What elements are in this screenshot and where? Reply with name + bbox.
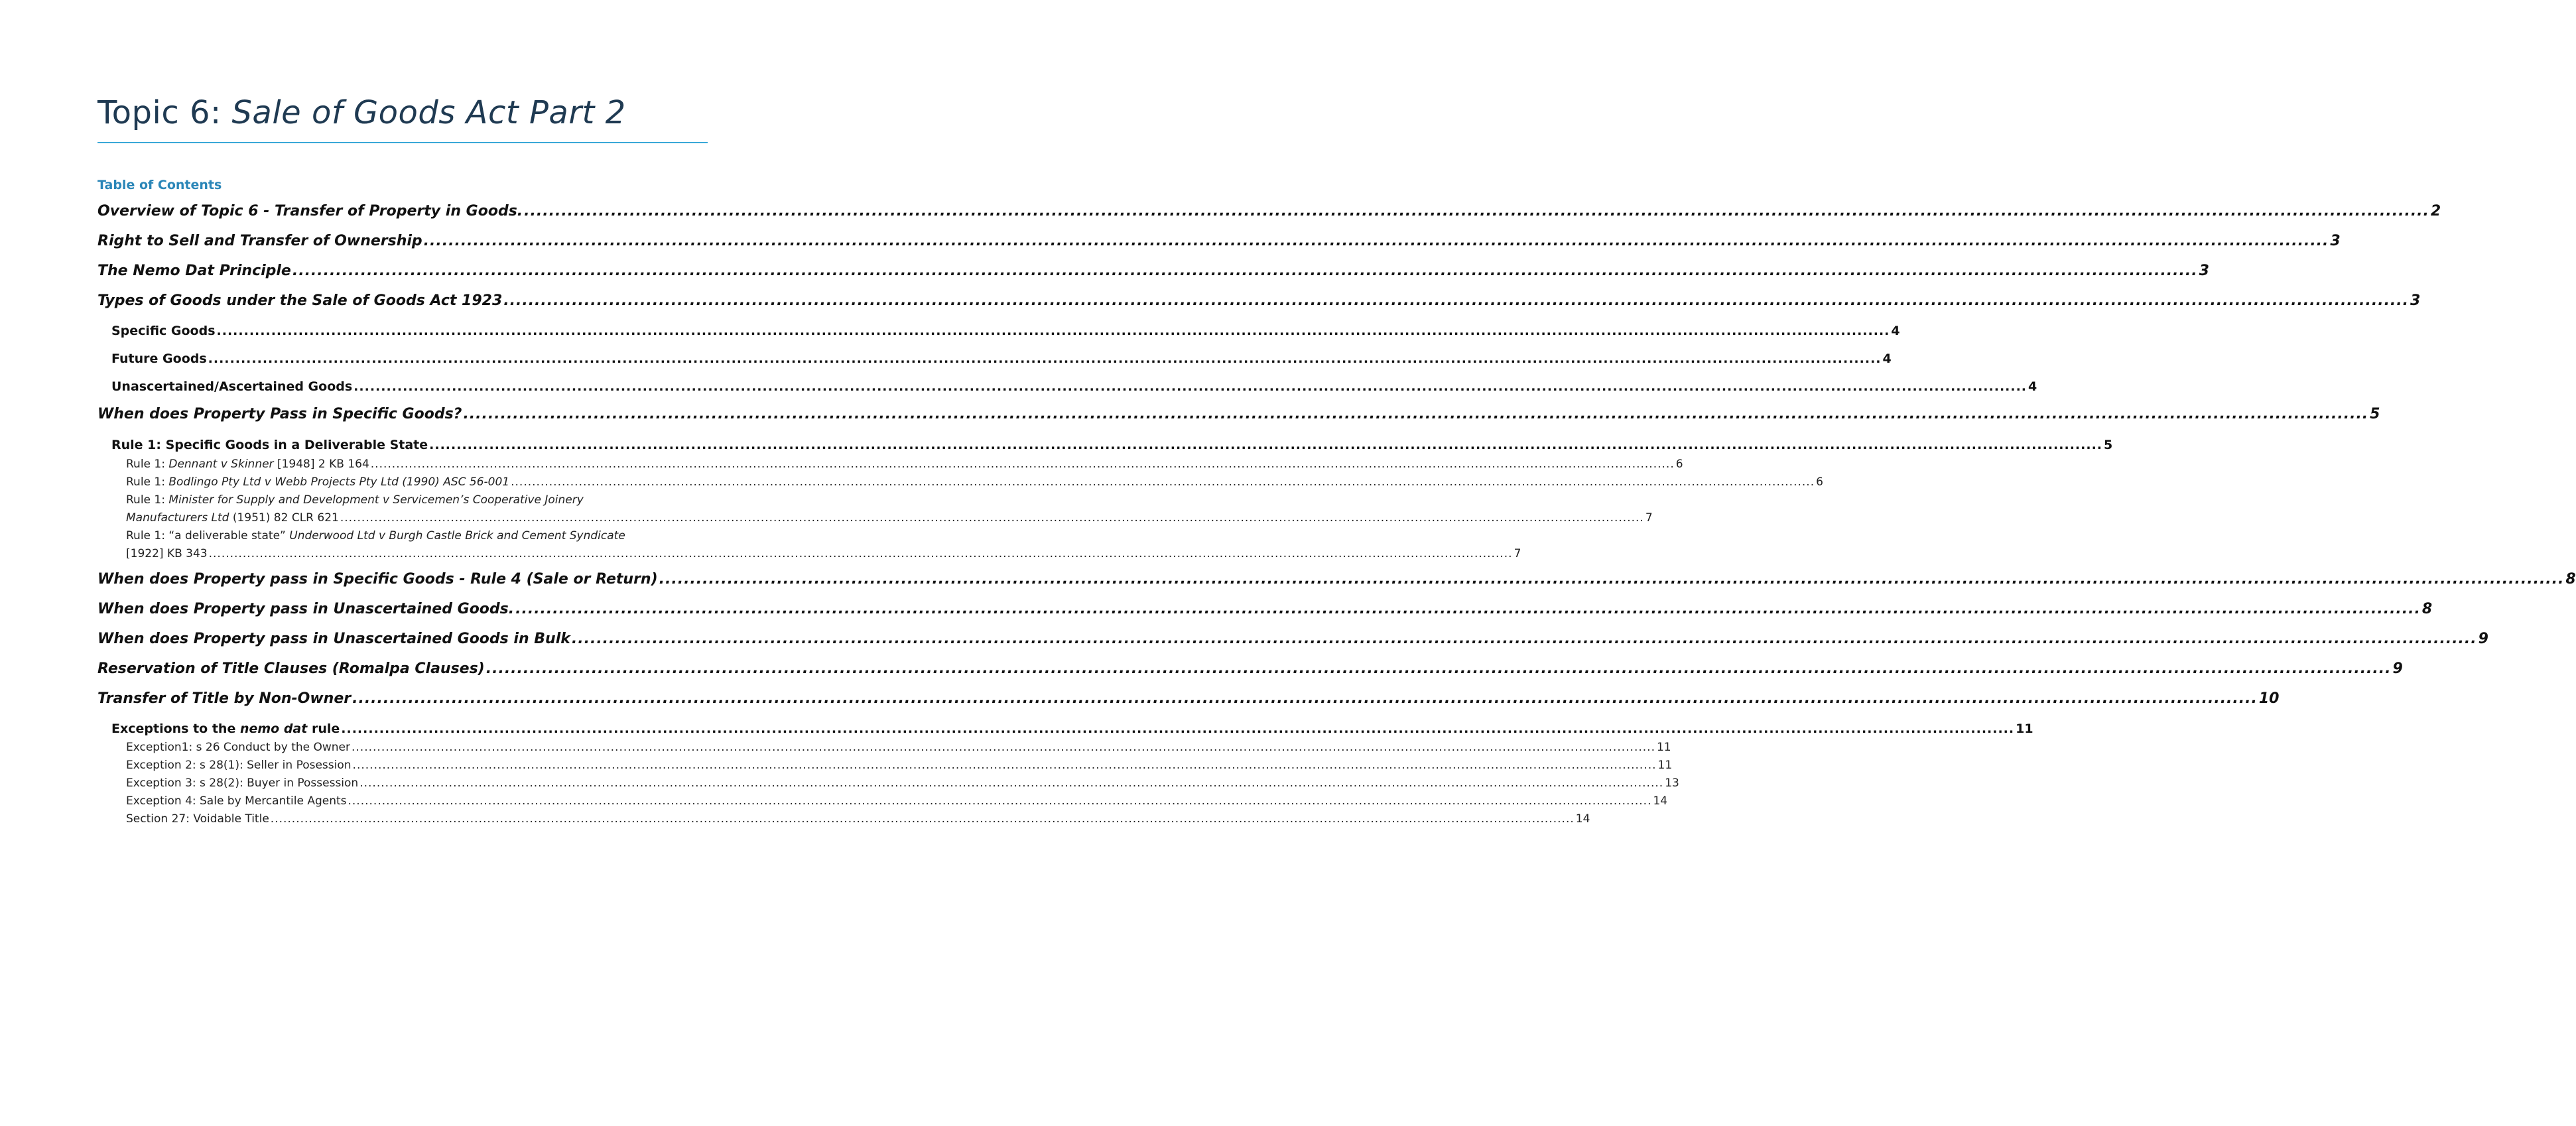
dot-leader — [659, 571, 2565, 588]
toc-entry[interactable] — [111, 721, 2033, 736]
toc-entry[interactable] — [126, 777, 1679, 790]
toc-entry-text: When does Property pass in Unascertained Goods. — [97, 601, 515, 617]
toc-entry[interactable] — [97, 203, 2441, 219]
case-name: Underwood Ltd v Burgh Castle Brick and Cement Syndicate — [289, 529, 625, 542]
toc-entry-text: Specific Goods — [111, 324, 216, 338]
dot-leader — [503, 292, 2409, 309]
toc-entry-text: The Nemo Dat Principle — [97, 263, 291, 279]
dot-leader — [424, 233, 2329, 249]
toc-page-number: 11 — [1656, 741, 1671, 754]
toc-entry-text — [126, 458, 369, 471]
dot-leader — [208, 351, 1882, 366]
entry-prefix: Rule 1: — [126, 493, 169, 507]
toc-entry-text: Overview of Topic 6 - Transfer of Property in Goods. — [97, 203, 523, 219]
toc-entry-text: Section 27: Voidable Title — [126, 812, 269, 826]
toc-entry[interactable] — [126, 741, 1671, 754]
toc-page-number: 5 — [2104, 438, 2113, 452]
toc-page-number: 7 — [1645, 511, 1653, 525]
dot-leader — [292, 263, 2198, 279]
toc-entry-text: Exception 4: Sale by Mercantile Agents — [126, 794, 347, 808]
toc-entry[interactable] — [126, 794, 1668, 808]
toc-entry-text — [111, 721, 340, 736]
case-name: Dennant v Skinner — [168, 458, 274, 471]
case-name: Manufacturers Ltd — [126, 511, 229, 525]
toc-entry-text: Exception 2: s 28(1): Seller in Posession — [126, 759, 352, 772]
toc-entry[interactable] — [126, 475, 1823, 489]
toc-entry[interactable] — [97, 690, 2280, 707]
dot-leader — [524, 203, 2429, 219]
dot-leader — [271, 812, 1575, 826]
toc-entry-text: Types of Goods under the Sale of Goods Act 1923 — [97, 292, 503, 309]
toc-page-number: 6 — [1816, 475, 1823, 489]
toc-entry[interactable] — [111, 351, 1892, 366]
toc-page-number: 10 — [2258, 690, 2280, 707]
case-name: Bodlingo Pty Ltd v Webb Projects Pty Ltd (1990) ASC 56-001 — [168, 475, 510, 489]
dot-leader — [511, 475, 1815, 489]
toc-entry[interactable] — [97, 601, 2433, 617]
toc-entry-text: Future Goods — [111, 351, 207, 366]
dot-leader — [217, 324, 1890, 338]
toc-page-number: 6 — [1675, 458, 1683, 471]
toc-entry-text: Transfer of Title by Non-Owner — [97, 690, 352, 707]
toc-entry[interactable] — [126, 458, 1683, 471]
dot-leader — [572, 631, 2477, 647]
toc-entry-text: Rule 1: Specific Goods in a Deliverable State — [111, 438, 428, 452]
dot-leader — [341, 721, 2014, 736]
title-italic: Sale of Goods Act Part 2 — [231, 94, 626, 131]
toc-page-number: 4 — [1882, 351, 1892, 366]
toc-page-number: 11 — [1657, 759, 1673, 772]
toc-entry[interactable] — [126, 511, 1653, 525]
toc-entry[interactable] — [97, 263, 2209, 279]
toc-page-number: 4 — [2028, 379, 2037, 394]
toc-heading: Table of Contents — [97, 178, 222, 192]
toc-entry-text: When does Property pass in Unascertained Goods in Bulk — [97, 631, 570, 647]
toc-page-number: 2 — [2430, 203, 2441, 219]
entry-suffix: rule — [307, 721, 340, 736]
toc-entry-line1[interactable] — [126, 529, 708, 542]
case-name: Minister for Supply and Development v Servicemen’s Cooperative Joinery — [168, 493, 584, 507]
toc-entry[interactable] — [126, 547, 1521, 560]
dot-leader — [429, 438, 2102, 452]
entry-italic: nemo dat — [239, 721, 308, 736]
toc-entry-text: When does Property pass in Specific Goods - Rule 4 (Sale or Return) — [97, 571, 658, 588]
toc-entry[interactable] — [97, 660, 2403, 677]
dot-leader — [352, 690, 2258, 707]
title-underline — [97, 142, 708, 143]
dot-leader — [371, 458, 1675, 471]
toc-page-number: 7 — [1513, 547, 1521, 560]
toc-page-number: 3 — [2199, 263, 2209, 279]
dot-leader — [209, 547, 1513, 560]
dot-leader — [359, 777, 1663, 790]
toc-entry-text: Exception1: s 26 Conduct by the Owner — [126, 741, 350, 754]
toc-page-number: 11 — [2016, 721, 2033, 736]
toc-entry-text: Right to Sell and Transfer of Ownership — [97, 233, 422, 249]
case-citation: [1948] 2 KB 164 — [273, 458, 369, 471]
toc-page-number: 8 — [2565, 571, 2576, 588]
case-citation: (1951) 82 CLR 621 — [229, 511, 339, 525]
dot-leader — [463, 406, 2368, 422]
toc-entry-line1[interactable] — [126, 493, 708, 507]
dot-leader — [352, 741, 1655, 754]
toc-entry[interactable] — [97, 631, 2488, 647]
toc-entry-text: Unascertained/Ascertained Goods — [111, 379, 353, 394]
toc-entry[interactable] — [97, 233, 2341, 249]
entry-prefix: Rule 1: “a deliverable state” — [126, 529, 290, 542]
toc-entry-text: Reservation of Title Clauses (Romalpa Clauses) — [97, 660, 485, 677]
toc-entry-text: [1922] KB 343 — [126, 547, 208, 560]
entry-prefix: Rule 1: — [126, 458, 169, 471]
toc-page-number: 5 — [2370, 406, 2380, 422]
dot-leader — [515, 601, 2421, 617]
toc-entry[interactable] — [97, 406, 2380, 422]
toc-entry[interactable] — [111, 324, 1900, 338]
entry-prefix: Exceptions to the — [111, 721, 240, 736]
toc-entry[interactable] — [126, 759, 1673, 772]
toc-entry-text — [126, 475, 509, 489]
page-title — [97, 94, 708, 133]
dot-leader — [340, 511, 1644, 525]
toc-page-number: 4 — [1891, 324, 1900, 338]
dot-leader — [354, 379, 2027, 394]
dot-leader — [486, 660, 2392, 677]
entry-prefix: Rule 1: — [126, 475, 169, 489]
toc-page-number: 13 — [1665, 777, 1679, 790]
toc-entry[interactable] — [97, 292, 2421, 309]
dot-leader — [353, 759, 1657, 772]
toc-page-number: 3 — [2410, 292, 2421, 309]
toc-entry[interactable] — [111, 379, 2037, 394]
toc-page-number: 8 — [2421, 601, 2433, 617]
toc-entry[interactable] — [97, 571, 2576, 588]
toc-entry[interactable] — [111, 438, 2113, 452]
toc-entry-text: Exception 3: s 28(2): Buyer in Possession — [126, 777, 359, 790]
toc-page-number: 14 — [1653, 794, 1668, 808]
toc-page-number: 3 — [2330, 233, 2341, 249]
toc-page-number: 14 — [1575, 812, 1590, 826]
dot-leader — [348, 794, 1652, 808]
toc-entry-text — [126, 511, 339, 525]
toc-page-number: 9 — [2392, 660, 2403, 677]
toc-entry-text: When does Property Pass in Specific Goods? — [97, 406, 462, 422]
title-prefix: Topic 6: — [97, 94, 232, 131]
toc-page-number: 9 — [2478, 631, 2488, 647]
toc-entry[interactable] — [126, 812, 1590, 826]
